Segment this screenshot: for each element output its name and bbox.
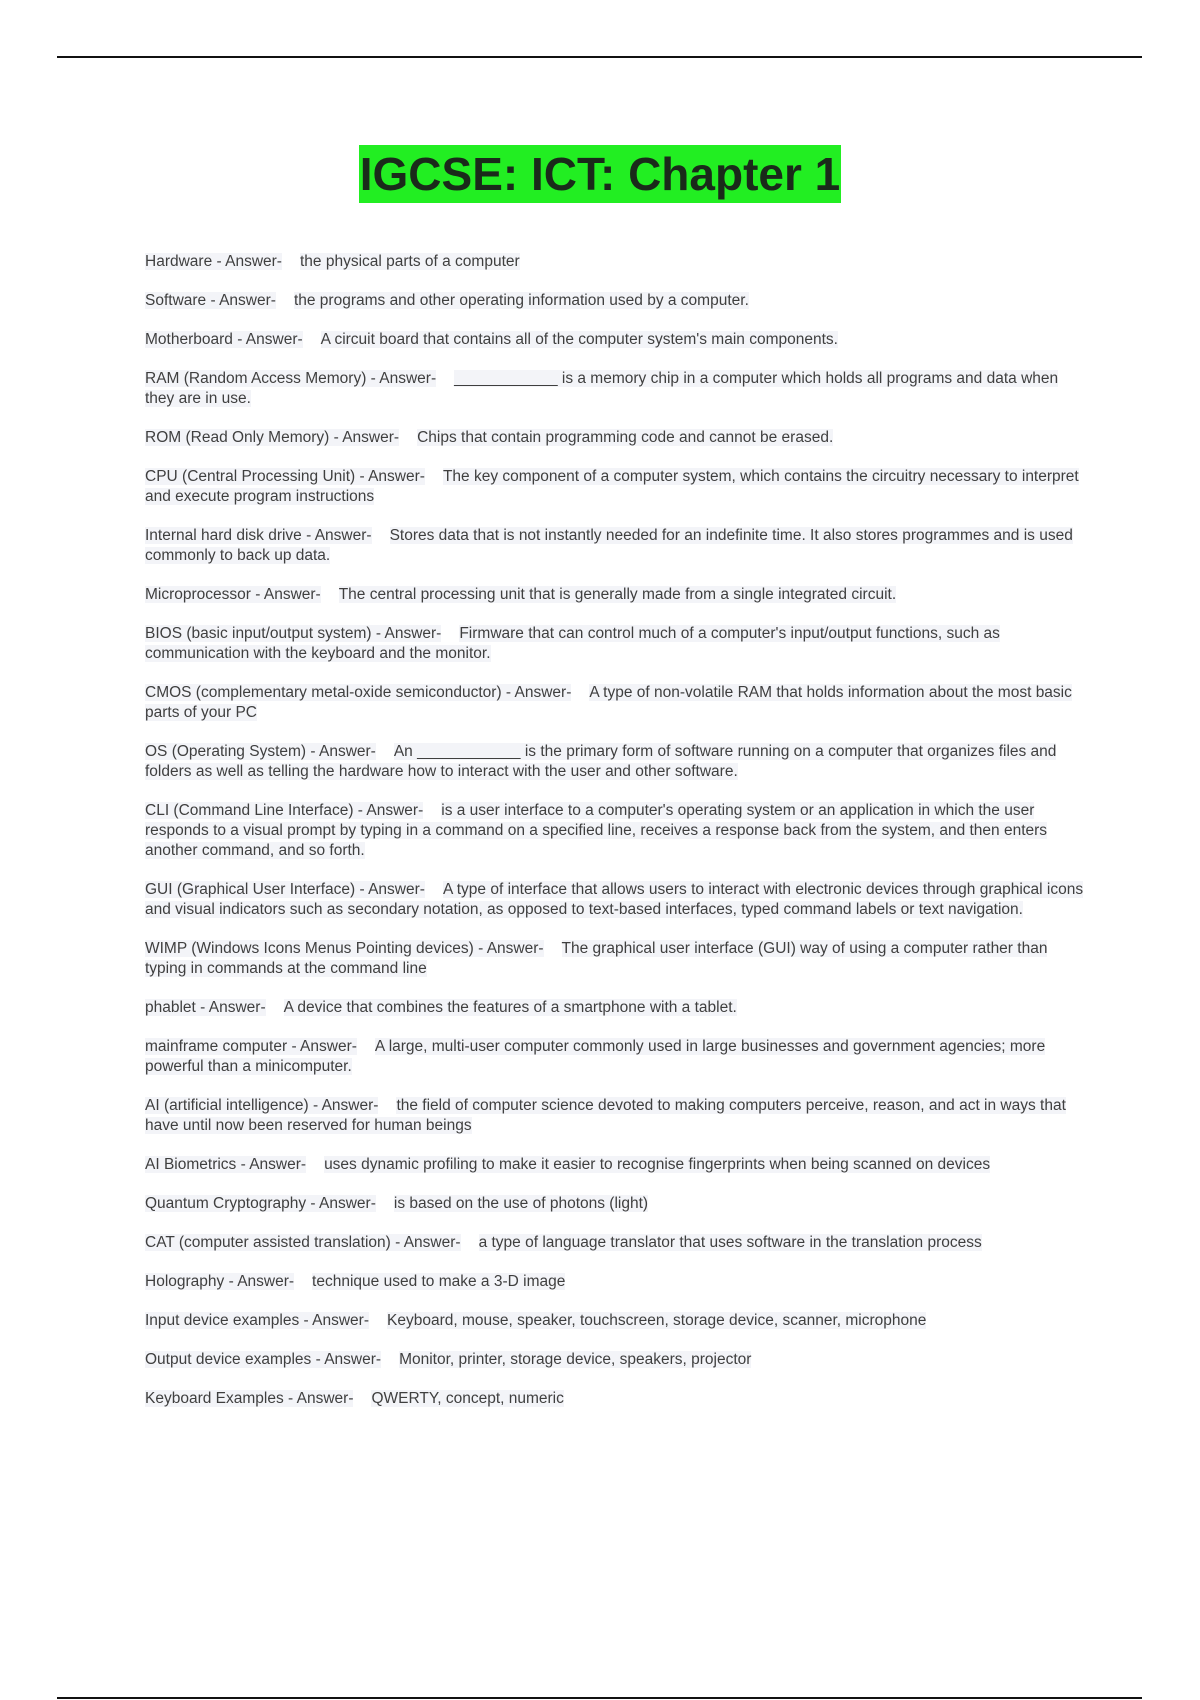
- flashcard-entry: [145, 369, 1085, 409]
- flashcard-entry: [145, 1194, 1085, 1214]
- flashcard-entry: [145, 1233, 1085, 1253]
- flashcard-entry: [145, 742, 1085, 782]
- entry-answer: a type of language translator that uses software in the translation process: [478, 1234, 982, 1251]
- entry-term: Output device examples - Answer-: [145, 1351, 382, 1368]
- entry-answer: is a user interface to a computer's operating system or an application in which the user responds to a visual prompt by typing in a command on a specified line, receives a response back from the system, and then enters another command, and so forth.: [145, 802, 1048, 859]
- flashcard-entry: [145, 1037, 1085, 1077]
- flashcard-entry: [145, 624, 1085, 664]
- entry-answer: the field of computer science devoted to making computers perceive, reason, and act in ways that have until now been reserved for human beings: [145, 1097, 1066, 1134]
- entry-term: phablet - Answer-: [145, 999, 266, 1016]
- flashcard-entry: [145, 1096, 1085, 1136]
- flashcard-entry: [145, 880, 1085, 920]
- entry-term: OS (Operating System) - Answer-: [145, 743, 376, 760]
- entry-answer: ____________ is a memory chip in a computer which holds all programs and data when they are in use.: [145, 370, 1059, 407]
- entry-term: CAT (computer assisted translation) - Answer-: [145, 1234, 461, 1251]
- header-rule: [57, 56, 1142, 58]
- flashcard-entry: [145, 801, 1085, 861]
- entry-term: Motherboard - Answer-: [145, 331, 303, 348]
- entry-term: mainframe computer - Answer-: [145, 1038, 357, 1055]
- entry-term: CMOS (complementary metal-oxide semiconductor) - Answer-: [145, 684, 572, 701]
- entry-term: Hardware - Answer-: [145, 253, 282, 270]
- flashcard-entry: [145, 683, 1085, 723]
- entry-answer: is based on the use of photons (light): [393, 1195, 649, 1212]
- flashcard-entry: [145, 1311, 1085, 1331]
- entry-answer: uses dynamic profiling to make it easier to recognise fingerprints when being scanned on devices: [324, 1156, 991, 1173]
- entry-answer: A device that combines the features of a smartphone with a tablet.: [283, 999, 737, 1016]
- footer-rule: [57, 1697, 1142, 1699]
- entry-term: Quantum Cryptography - Answer-: [145, 1195, 376, 1212]
- flashcard-entry: [145, 526, 1085, 566]
- entry-answer: An ____________ is the primary form of software running on a computer that organizes files and folders as well as telling the hardware how to interact with the user and other software.: [145, 743, 1057, 780]
- flashcard-entry: [145, 1155, 1085, 1175]
- flashcard-list: [145, 252, 1085, 1428]
- entry-answer: Firmware that can control much of a computer's input/output functions, such as communication with the keyboard and the monitor.: [145, 625, 1000, 662]
- entry-answer: A circuit board that contains all of the computer system's main components.: [320, 331, 838, 348]
- entry-answer: A type of non-volatile RAM that holds information about the most basic parts of your PC: [145, 684, 1072, 721]
- entry-term: WIMP (Windows Icons Menus Pointing devices) - Answer-: [145, 940, 544, 957]
- entry-term: CPU (Central Processing Unit) - Answer-: [145, 468, 425, 485]
- entry-term: RAM (Random Access Memory) - Answer-: [145, 370, 437, 387]
- entry-term: Microprocessor - Answer-: [145, 586, 321, 603]
- entry-answer: Monitor, printer, storage device, speakers, projector: [399, 1351, 752, 1368]
- entry-answer: A large, multi-user computer commonly used in large businesses and government agencies; more powerful than a minicomputer.: [145, 1038, 1046, 1075]
- entry-term: Input device examples - Answer-: [145, 1312, 369, 1329]
- entry-answer: A type of interface that allows users to interact with electronic devices through graphical icons and visual indicators such as secondary notation, as opposed to text-based interfaces, typed command labels or text navigation.: [145, 881, 1084, 918]
- flashcard-entry: [145, 428, 1085, 448]
- flashcard-entry: [145, 330, 1085, 350]
- flashcard-entry: [145, 252, 1085, 272]
- flashcard-entry: [145, 1350, 1085, 1370]
- entry-term: Internal hard disk drive - Answer-: [145, 527, 372, 544]
- document-title: IGCSE: ICT: Chapter 1: [359, 145, 842, 203]
- entry-answer: technique used to make a 3-D image: [312, 1273, 566, 1290]
- flashcard-entry: [145, 998, 1085, 1018]
- entry-answer: the physical parts of a computer: [299, 253, 520, 270]
- entry-term: Software - Answer-: [145, 292, 276, 309]
- flashcard-entry: [145, 1389, 1085, 1409]
- entry-term: BIOS (basic input/output system) - Answer-: [145, 625, 442, 642]
- entry-answer: QWERTY, concept, numeric: [371, 1390, 564, 1407]
- flashcard-entry: [145, 467, 1085, 507]
- entry-term: CLI (Command Line Interface) - Answer-: [145, 802, 424, 819]
- entry-answer: Chips that contain programming code and cannot be erased.: [417, 429, 834, 446]
- flashcard-entry: [145, 291, 1085, 311]
- entry-term: AI (artificial intelligence) - Answer-: [145, 1097, 379, 1114]
- entry-answer: The key component of a computer system, which contains the circuitry necessary to interpret and execute program instructions: [145, 468, 1079, 505]
- flashcard-entry: [145, 1272, 1085, 1292]
- entry-term: AI Biometrics - Answer-: [145, 1156, 307, 1173]
- entry-answer: Keyboard, mouse, speaker, touchscreen, storage device, scanner, microphone: [387, 1312, 927, 1329]
- entry-answer: the programs and other operating information used by a computer.: [293, 292, 749, 309]
- entry-answer: The graphical user interface (GUI) way of using a computer rather than typing in commands at the command line: [145, 940, 1048, 977]
- entry-term: Holography - Answer-: [145, 1273, 295, 1290]
- entry-term: Keyboard Examples - Answer-: [145, 1390, 354, 1407]
- title-container: [0, 145, 1200, 203]
- flashcard-entry: [145, 585, 1085, 605]
- entry-term: ROM (Read Only Memory) - Answer-: [145, 429, 400, 446]
- entry-answer: The central processing unit that is generally made from a single integrated circuit.: [338, 586, 897, 603]
- entry-term: GUI (Graphical User Interface) - Answer-: [145, 881, 425, 898]
- flashcard-entry: [145, 939, 1085, 979]
- entry-answer: Stores data that is not instantly needed for an indefinite time. It also stores programmes and is used commonly to back up data.: [145, 527, 1073, 564]
